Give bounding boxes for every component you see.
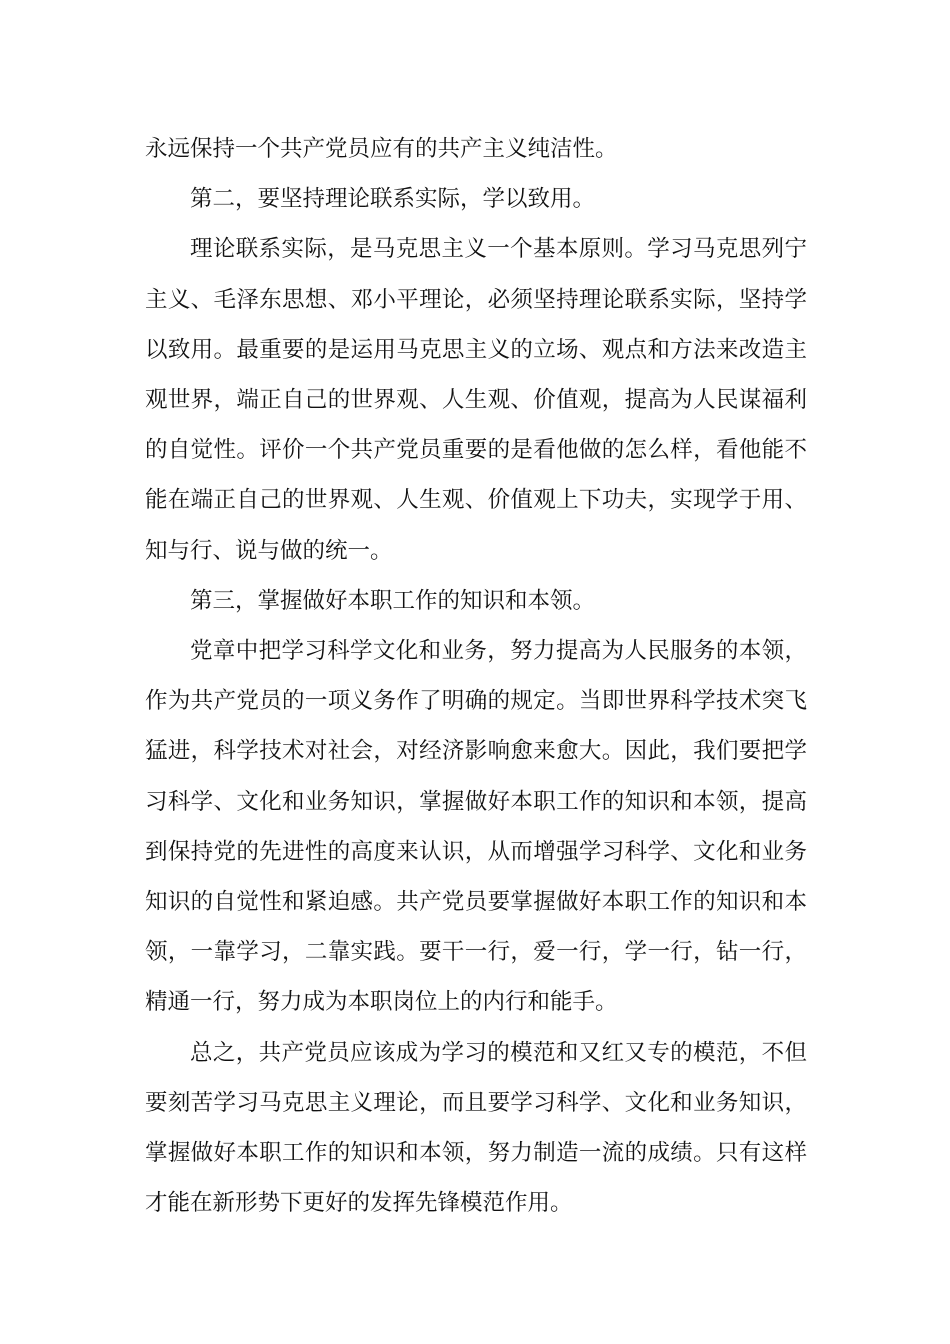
paragraph-party-constitution: 党章中把学习科学文化和业务，努力提高为人民服务的本领，作为共产党员的一项义务作了明确的规定。当即世界科学技术突飞猛进，科学技术对社会，对经济影响愈来愈大。因此，我们要把学习科学、文化和业务知识，掌握做好本职工作的知识和本领，提高到保持党的先进性的高度来认识，从而增强学习科学、文化和业务知识的自觉性和紧迫感。共产党员要掌握做好本职工作的知识和本领，一靠学习，二靠实践。要干一行，爱一行，学一行，钻一行，精通一行，努力成为本职岗位上的内行和能手。 — [145, 638, 807, 1016]
paragraph-continuation: 永远保持一个共产党员应有的共产主义纯洁性。 — [145, 136, 618, 162]
paragraph-heading-second: 第二，要坚持理论联系实际，学以致用。 — [190, 186, 596, 213]
paragraph-conclusion: 总之，共产党员应该成为学习的模范和又红又专的模范，不但要刻苦学习马克思主义理论，而且要学习科学、文化和业务知识，掌握做好本职工作的知识和本领，努力制造一流的成绩。只有这样才能在新形势下更好的发挥先锋模范作用。 — [145, 1039, 807, 1217]
document-body — [145, 124, 807, 1228]
paragraph-theory-practice: 理论联系实际，是马克思主义一个基本原则。学习马克思列宁主义、毛泽东思想、邓小平理论，必须坚持理论联系实际，坚持学以致用。最重要的是运用马克思主义的立场、观点和方法来改造主观世界，端正自己的世界观、人生观、价值观，提高为人民谋福利的自觉性。评价一个共产党员重要的是看他做的怎么样，看他能不能在端正自己的世界观、人生观、价值观上下功夫，实现学于用、知与行、说与做的统一。 — [145, 236, 807, 564]
paragraph-heading-third: 第三，掌握做好本职工作的知识和本领。 — [190, 587, 596, 614]
